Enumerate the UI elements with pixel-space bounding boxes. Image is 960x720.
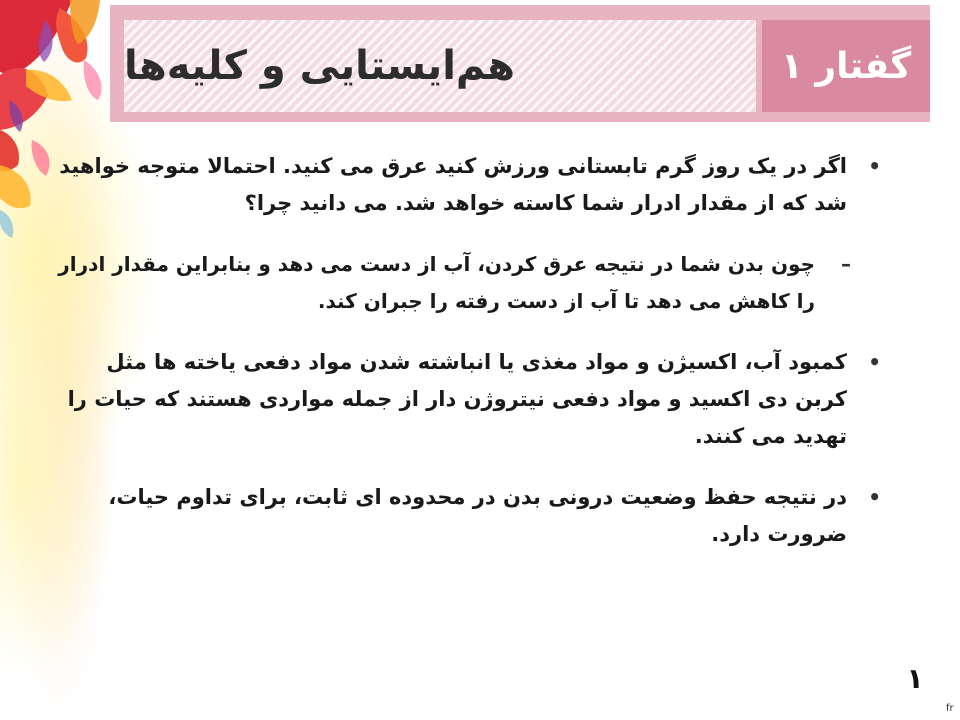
page-number: ۱ bbox=[906, 662, 924, 695]
bullet-marker: • bbox=[868, 350, 881, 374]
chapter-label: گفتار ۱ bbox=[780, 45, 912, 87]
bullet-item bbox=[55, 148, 895, 222]
bullet-text: اگر در یک روز گرم تابستانی ورزش کنید عرق می کنید. احتمالا متوجه خواهید شد که از مقدار ادرار شما کاسته خواهد شد. می دانید چرا؟ bbox=[59, 154, 847, 215]
corner-mark: fr bbox=[946, 703, 954, 714]
bullet-item bbox=[55, 479, 895, 553]
bullet-marker: • bbox=[868, 154, 881, 178]
bullet-marker: • bbox=[868, 485, 881, 509]
sub-bullet-item bbox=[55, 246, 895, 320]
bullet-text: در نتیجه حفظ وضعیت درونی بدن در محدوده ای ثابت، برای تداوم حیات، ضرورت دارد. bbox=[108, 485, 847, 546]
slide-content bbox=[55, 148, 895, 577]
bullet-item bbox=[55, 344, 895, 455]
page-title: هم‌ایستایی و کلیه‌ها bbox=[124, 43, 516, 89]
bullet-text: کمبود آب، اکسیژن و مواد مغذی یا انباشته شدن مواد دفعی یاخته ها مثل کربن دی اکسید و مواد دفعی نیتروژن دار از جمله مواردی هستند که حیات را تهدید می کنند. bbox=[67, 350, 847, 448]
dash-marker: – bbox=[841, 252, 851, 276]
sub-bullet-text: چون بدن شما در نتیجه عرق کردن، آب از دست می دهد و بنابراین مقدار ادرار را کاهش می دهد تا آب از دست رفته را جبران کند. bbox=[58, 252, 815, 313]
